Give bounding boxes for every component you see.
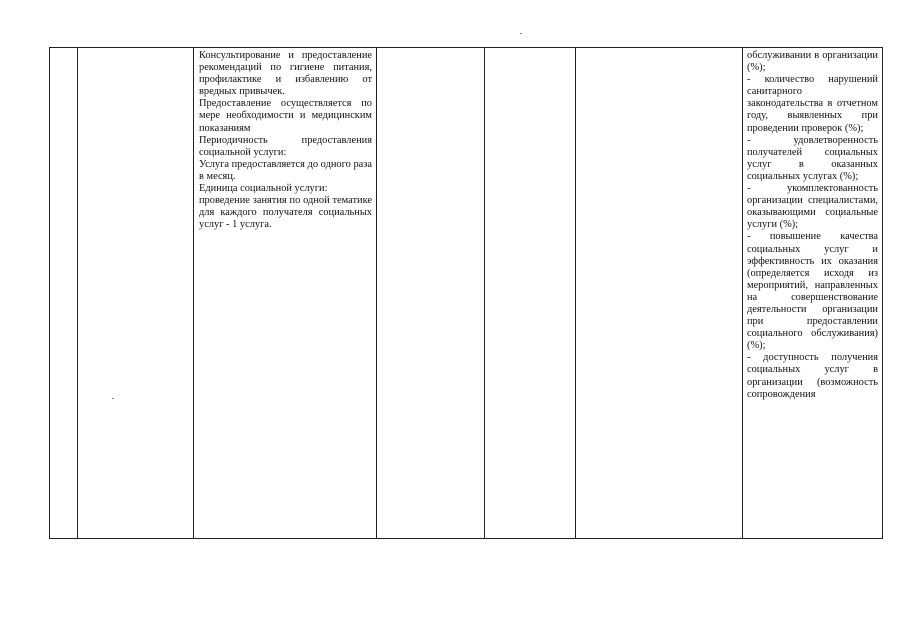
table-cell-tariff xyxy=(485,48,576,539)
indicator-paragraph: - повышение качества социальных услуг и эффективность их оказания (определяется исходя из мероприятий, направленных на совершенствование деятельности организации при предоставлении социального обслуживания) (%); xyxy=(747,231,878,352)
indicator-paragraph: - количество нарушений санитарного законодательства в отчетном году, выявленных при проведении проверок (%); xyxy=(747,74,878,134)
table-cell-number xyxy=(50,48,78,539)
description-paragraph: Единица социальной услуги: xyxy=(199,183,328,195)
service-description xyxy=(194,48,376,231)
quality-indicators xyxy=(743,48,882,538)
table-cell-deadline xyxy=(377,48,485,539)
table-cell-conditions xyxy=(576,48,743,539)
description-paragraph: проведение занятия по одной тематике для каждого получателя социальных услуг - 1 услуга. xyxy=(199,195,372,231)
description-paragraph: Услуга предоставляется до одного раза в месяц. xyxy=(199,158,372,182)
table-cell-service-name xyxy=(78,48,194,539)
table-cell-description xyxy=(194,48,377,539)
description-paragraph: Консультирование и предоставление рекомендаций по гигиене питания, профилактике и избавлению от вредных привычек. xyxy=(199,50,372,98)
indicator-paragraph: обслуживании в организации (%); xyxy=(747,50,878,74)
table-row xyxy=(50,48,883,539)
services-table xyxy=(49,47,883,539)
indicator-paragraph: - удовлетворенность получателей социальных услуг в оказанных социальных услугах (%); xyxy=(747,134,878,182)
description-paragraph: Предоставление осуществляется по мере необходимости и медицинским показаниям xyxy=(199,98,372,134)
scan-speck xyxy=(520,33,522,34)
indicator-paragraph: - доступность получения социальных услуг в организации (возможность сопровождения xyxy=(747,352,878,400)
table-cell-indicators xyxy=(743,48,883,539)
description-paragraph: Периодичность предоставления социальной услуги: xyxy=(199,134,372,158)
indicator-paragraph: - укомплектованность организации специалистами, оказывающими социальные услуги (%); xyxy=(747,183,878,231)
